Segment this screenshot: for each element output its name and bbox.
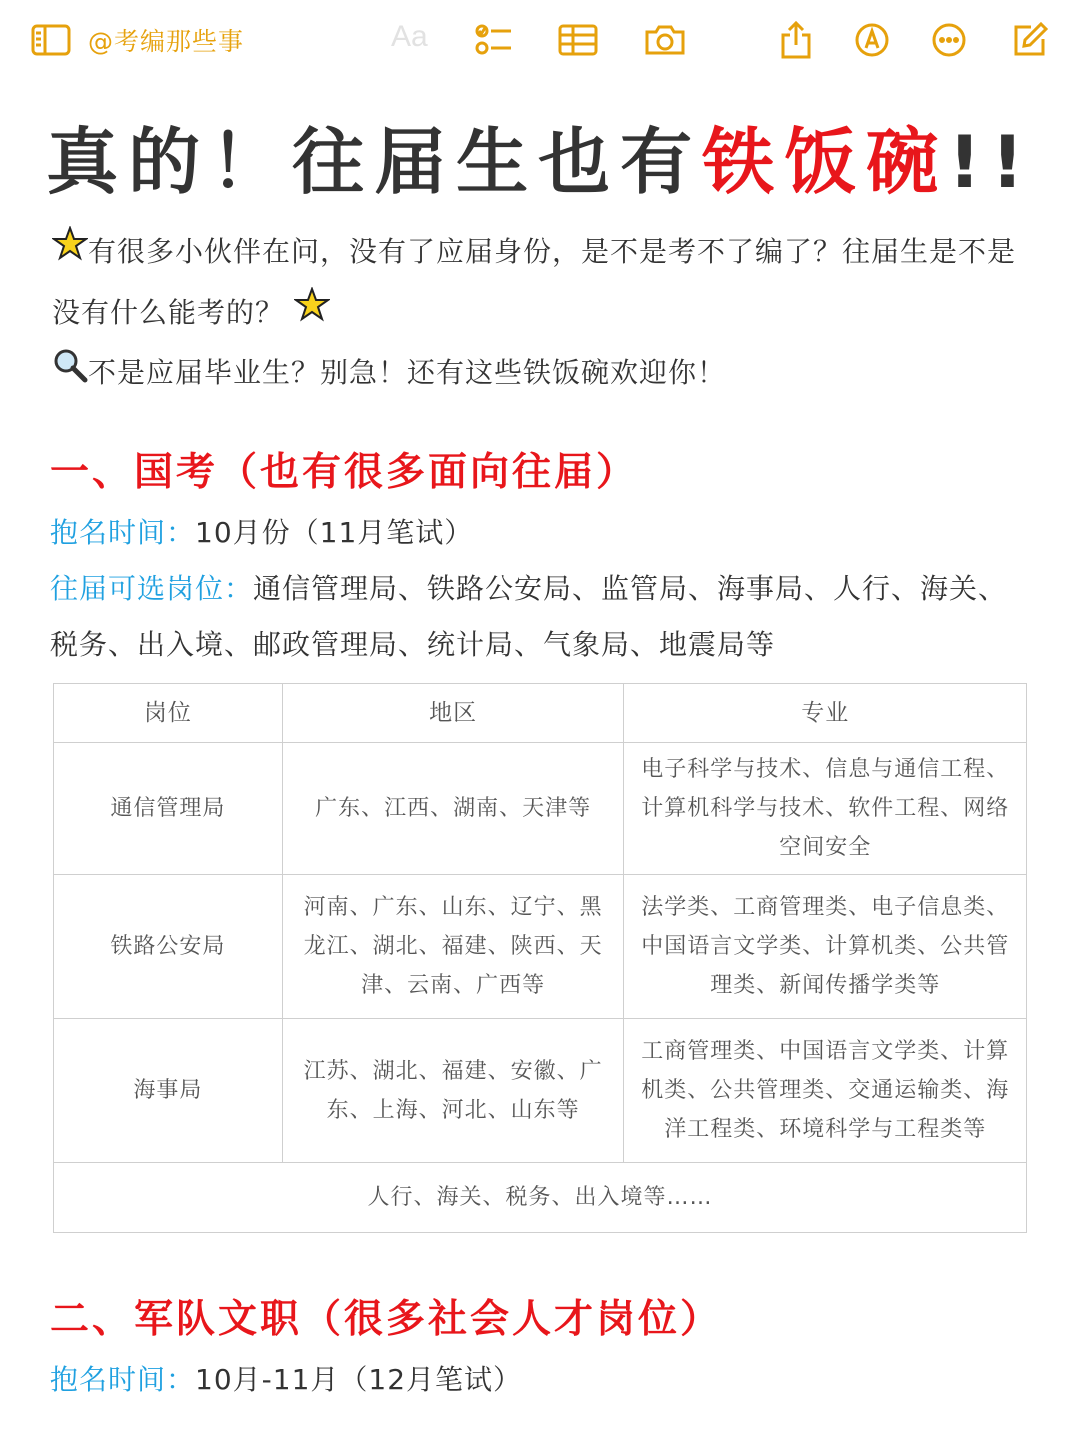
table-icon[interactable] bbox=[558, 18, 598, 62]
table-header: 专业 bbox=[624, 684, 1027, 743]
table-row bbox=[54, 875, 1027, 1019]
note-title bbox=[0, 104, 1080, 208]
sparkle-star-icon bbox=[294, 284, 330, 344]
table-cell: 海事局 bbox=[54, 1019, 283, 1163]
table-cell: 江苏、湖北、福建、安徽、广东、上海、河北、山东等 bbox=[282, 1019, 624, 1163]
title-highlight: 铁饭碗 bbox=[702, 120, 949, 204]
table-header: 地区 bbox=[282, 684, 624, 743]
signup-time-label: 抱名时间： bbox=[50, 1363, 196, 1396]
sidebar-icon[interactable] bbox=[30, 18, 72, 62]
font-format-button[interactable]: Aa bbox=[391, 20, 428, 53]
table-footer: 人行、海关、税务、出入境等…… bbox=[54, 1163, 1027, 1233]
table-header: 岗位 bbox=[54, 684, 283, 743]
share-icon[interactable] bbox=[778, 18, 814, 62]
table-cell: 广东、江西、湖南、天津等 bbox=[282, 743, 624, 875]
eligible-posts bbox=[50, 561, 1035, 673]
checklist-icon[interactable] bbox=[474, 18, 514, 62]
signup-time-2 bbox=[50, 1352, 1035, 1408]
table-cell: 铁路公安局 bbox=[54, 875, 283, 1019]
notes-toolbar bbox=[0, 0, 1080, 80]
title-exclaim: !! bbox=[948, 120, 1034, 204]
table-row bbox=[54, 1019, 1027, 1163]
account-label[interactable]: @考编那些事 bbox=[88, 27, 245, 56]
more-icon[interactable] bbox=[930, 18, 968, 62]
table-cell: 工商管理类、中国语言文学类、计算机类、公共管理类、交通运输类、海洋工程类、环境科学与工程类等 bbox=[624, 1019, 1027, 1163]
table-cell: 通信管理局 bbox=[54, 743, 283, 875]
magnifier-icon bbox=[52, 344, 88, 404]
table-row bbox=[54, 743, 1027, 875]
intro-text: 有很多小伙伴在问，没有了应届身份，是不是考不了编了？往届生是不是没有什么能考的？ bbox=[52, 235, 1017, 329]
eligible-posts-value: 通信管理局、铁路公安局、监管局、海事局、人行、海关、税务、出入境、邮政管理局、统计局、气象局、地震局等 bbox=[50, 572, 1008, 661]
table-footer-row bbox=[54, 1163, 1027, 1233]
section-heading: 一、国考（也有很多面向往届） bbox=[50, 450, 639, 495]
signup-time bbox=[50, 505, 1035, 561]
signup-time-value: 10月份（11月笔试） bbox=[195, 516, 474, 549]
markup-icon[interactable] bbox=[853, 18, 891, 62]
table-cell: 河南、广东、山东、辽宁、黑龙江、湖北、福建、陕西、天津、云南、广西等 bbox=[282, 875, 624, 1019]
intro-paragraph-2 bbox=[52, 343, 1037, 404]
table-cell: 电子科学与技术、信息与通信工程、计算机科学与技术、软件工程、网络空间安全 bbox=[624, 743, 1027, 875]
intro-text-2: 不是应届毕业生？别急！还有这些铁饭碗欢迎你！ bbox=[88, 356, 727, 389]
table-header-row bbox=[54, 684, 1027, 743]
eligible-posts-label: 往届可选岗位： bbox=[50, 572, 254, 605]
posts-table bbox=[53, 683, 1027, 1233]
section-heading-2: 二、军队文职（很多社会人才岗位） bbox=[50, 1297, 723, 1342]
signup-time-label: 抱名时间： bbox=[50, 516, 196, 549]
signup-time-value: 10月-11月（12月笔试） bbox=[195, 1363, 523, 1396]
intro-paragraph bbox=[52, 222, 1037, 344]
table-cell: 法学类、工商管理类、电子信息类、中国语言文学类、计算机类、公共管理类、新闻传播学类等 bbox=[624, 875, 1027, 1019]
sparkle-star-icon bbox=[52, 223, 88, 283]
title-text: 真的！往届生也有 bbox=[46, 120, 703, 204]
camera-icon[interactable] bbox=[644, 18, 686, 62]
compose-icon[interactable] bbox=[1010, 18, 1050, 62]
